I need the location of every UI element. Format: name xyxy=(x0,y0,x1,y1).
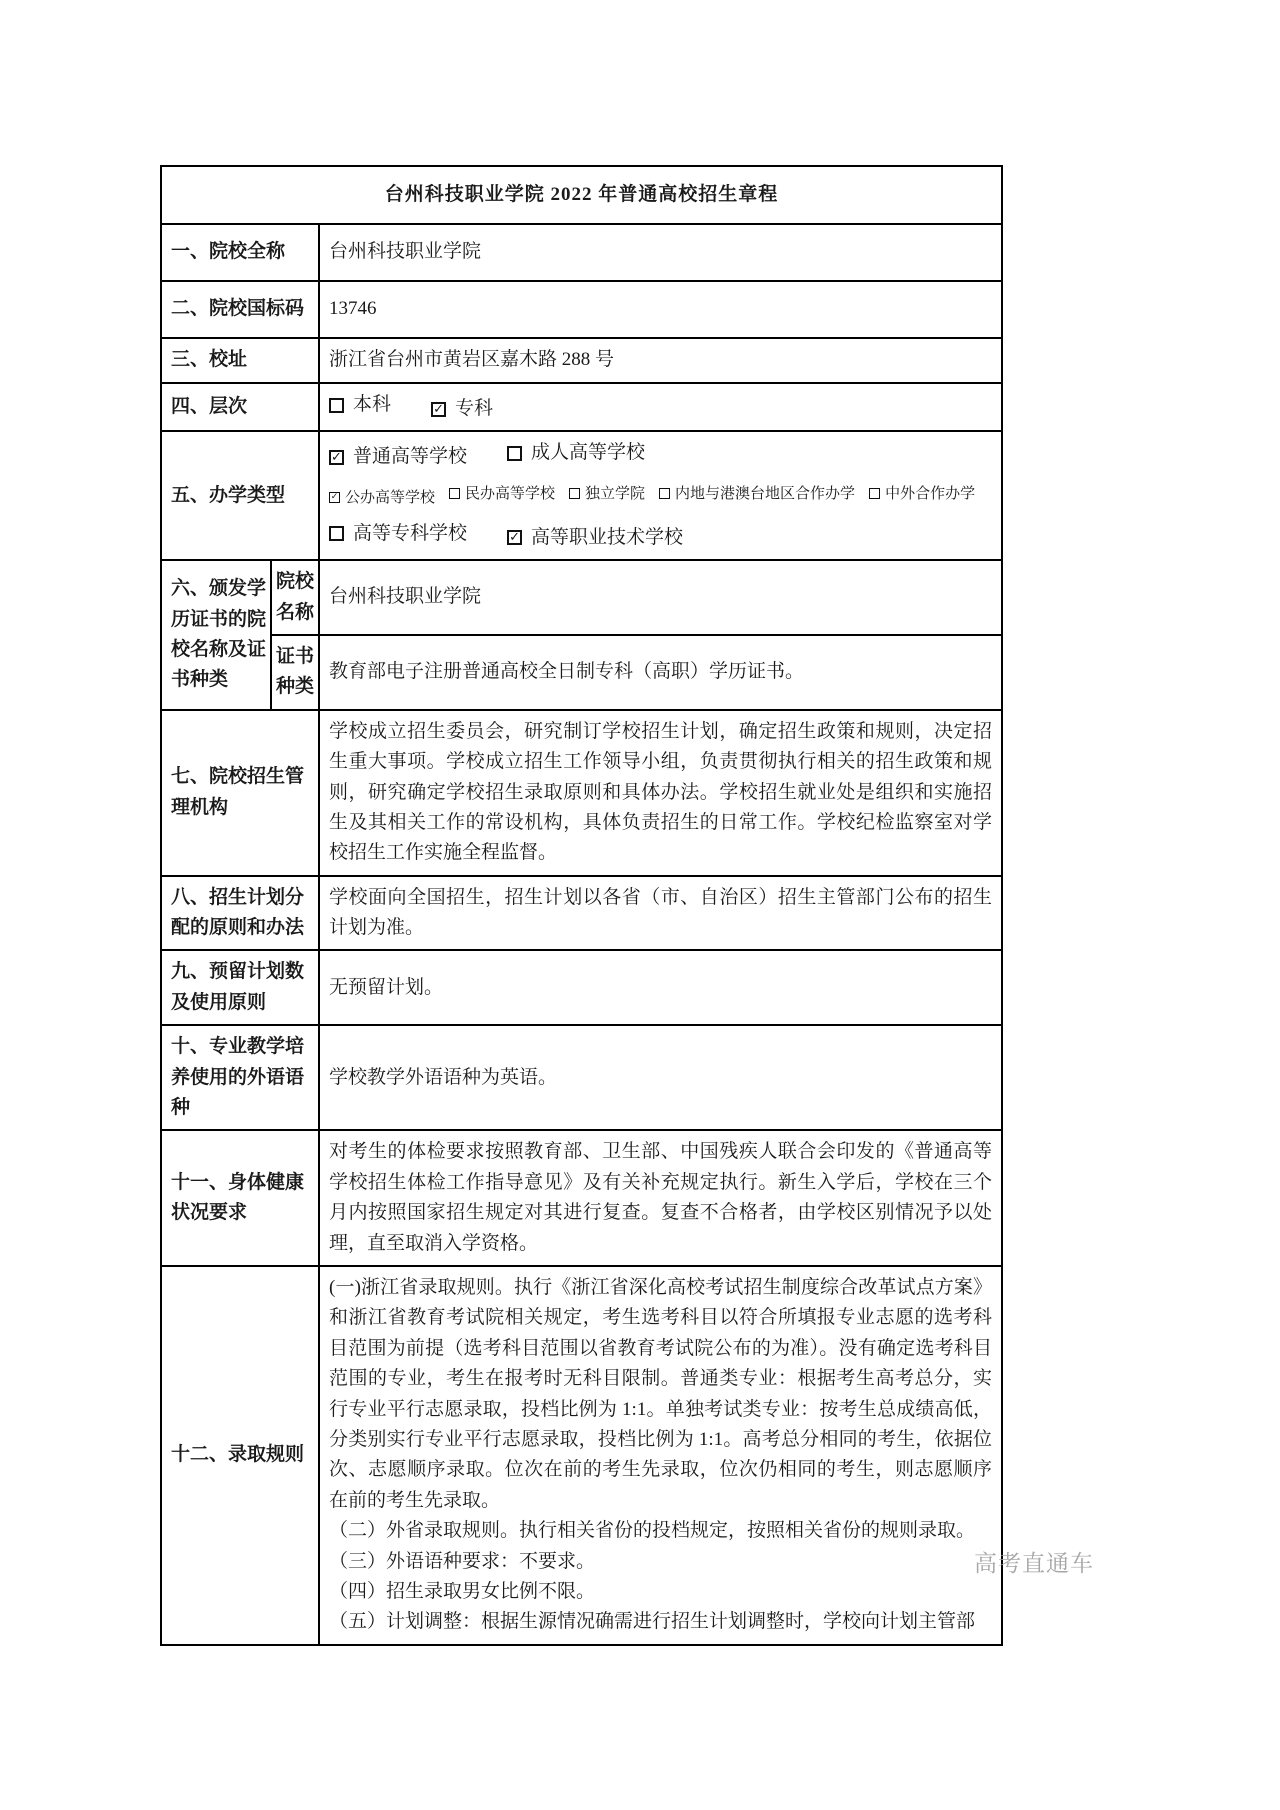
checkbox-option-checked xyxy=(329,442,467,472)
row-label: 九、预留计划数及使用原则 xyxy=(161,950,319,1025)
admission-rule-paragraph: （五）计划调整：根据生源情况确需进行招生计划调整时，学校向计划主管部 xyxy=(329,1611,976,1633)
row-value xyxy=(319,383,1002,431)
checkbox-option-unchecked xyxy=(507,438,645,468)
unchecked-checkbox-icon xyxy=(329,398,344,413)
row-value: 13746 xyxy=(319,281,1002,338)
title-row xyxy=(161,166,1002,224)
row-level xyxy=(161,383,1002,431)
unchecked-checkbox-icon xyxy=(869,488,880,499)
checkbox-label: 民办高等学校 xyxy=(465,485,556,502)
row-value: 无预留计划。 xyxy=(319,950,1002,1025)
checkbox-label: 本科 xyxy=(353,394,392,415)
checkbox-label: 专科 xyxy=(455,398,494,419)
row-school-type xyxy=(161,431,1002,560)
row-value xyxy=(319,431,1002,560)
row-label: 一、院校全称 xyxy=(161,224,319,281)
checkbox-label: 公办高等学校 xyxy=(345,489,436,506)
row-foreign-language xyxy=(161,1025,1002,1130)
unchecked-checkbox-icon xyxy=(507,446,522,461)
row-reserved-plan xyxy=(161,950,1002,1025)
checkbox-label: 成人高等学校 xyxy=(531,442,646,464)
admission-rule-paragraph: (一)浙江省录取规则。执行《浙江省深化高校考试招生制度综合改革试点方案》和浙江省教育考试院相关规定，考生选考科目以符合所填报专业志愿的选考科目范围为前提（选考科目范围以省教育考试院公布的为准）。没有确定选考科目范围的专业，考生在报考时无科目限制。普通类专业：根据考生高考总分，实行专业平行志愿录取，投档比例为 1:1。单独考试类专业：按考生总成绩高低，分类别实行专业平行志愿录取，投档比例为 1:1。高考总分相同的考生，依据位次、志愿顺序录取。位次在前的考生先录取，位次仍相同的考生，则志愿顺序在前的考生先录取。 xyxy=(329,1276,993,1511)
checkbox-label: 高等职业技术学校 xyxy=(531,526,684,548)
row-label: 四、层次 xyxy=(161,383,319,431)
row-label: 八、招生计划分配的原则和办法 xyxy=(161,876,319,951)
unchecked-checkbox-icon xyxy=(569,488,580,499)
row-admin-org xyxy=(161,710,1002,876)
checkbox-option-checked xyxy=(507,523,683,553)
checked-checkbox-icon: ✓ xyxy=(330,492,339,503)
checkbox-label: 独立学院 xyxy=(585,485,646,502)
row-label: 三、校址 xyxy=(161,338,319,383)
row-value: 学校成立招生委员会，研究制订学校招生计划，确定招生政策和规则，决定招生重大事项。学校成立招生工作领导小组，负责贯彻执行相关的招生政策和规则，研究确定学校招生录取原则和具体办法。学校招生就业处是组织和实施招生及其相关工作的常设机构，具体负责招生的日常工作。学校纪检监察室对学校招生工作实施全程监督。 xyxy=(319,710,1002,876)
checkbox-label: 普通高等学校 xyxy=(353,446,468,468)
row-value: 台州科技职业学院 xyxy=(319,224,1002,281)
checkbox-group-school-type-3 xyxy=(329,519,992,553)
checkbox-option-unchecked xyxy=(329,390,391,420)
row-certificate-type xyxy=(161,635,1002,710)
row-value xyxy=(319,1266,1002,1645)
checked-checkbox-icon: ✓ xyxy=(329,450,344,465)
admission-charter-table xyxy=(160,165,1003,1646)
admission-rule-paragraph: （二）外省录取规则。执行相关省份的投档规定，按照相关省份的规则录取。 xyxy=(329,1520,976,1542)
row-plan-distribution xyxy=(161,876,1002,951)
row-value: 学校教学外语语种为英语。 xyxy=(319,1025,1002,1130)
admission-rule-paragraph: （三）外语语种要求：不要求。 xyxy=(329,1550,596,1572)
checkbox-label: 中外合作办学 xyxy=(885,485,976,502)
row-full-name xyxy=(161,224,1002,281)
row-label: 六、颁发学历证书的院校名称及证书种类 xyxy=(161,560,271,710)
row-label: 十一、身体健康状况要求 xyxy=(161,1130,319,1266)
checkbox-group-level xyxy=(329,390,992,424)
sub-row-label: 证书种类 xyxy=(271,635,319,710)
row-value: 浙江省台州市黄岩区嘉木路 288 号 xyxy=(319,338,1002,383)
checkbox-option-checked xyxy=(431,394,493,424)
checkbox-label: 高等专科学校 xyxy=(353,522,468,544)
checkbox-option-unchecked xyxy=(659,482,855,506)
row-label: 七、院校招生管理机构 xyxy=(161,710,319,876)
row-label: 十、专业教学培养使用的外语语种 xyxy=(161,1025,319,1130)
unchecked-checkbox-icon xyxy=(659,488,670,499)
checkbox-option-unchecked xyxy=(329,519,467,549)
page-title: 台州科技职业学院 2022 年普通高校招生章程 xyxy=(161,166,1002,224)
checked-checkbox-icon: ✓ xyxy=(507,530,522,545)
row-label: 十二、录取规则 xyxy=(161,1266,319,1645)
row-national-code xyxy=(161,281,1002,338)
checkbox-group-school-type-2 xyxy=(329,482,992,510)
row-health xyxy=(161,1130,1002,1266)
sub-row-value: 教育部电子注册普通高校全日制专科（高职）学历证书。 xyxy=(319,635,1002,710)
checkbox-option-unchecked xyxy=(569,482,645,506)
unchecked-checkbox-icon xyxy=(329,526,344,541)
checked-checkbox-icon: ✓ xyxy=(431,402,446,417)
row-label: 二、院校国标码 xyxy=(161,281,319,338)
row-value: 对考生的体检要求按照教育部、卫生部、中国残疾人联合会印发的《普通高等学校招生体检工作指导意见》及有关补充规定执行。新生入学后，学校在三个月内按照国家招生规定对其进行复查。复查不合格者，由学校区别情况予以处理，直至取消入学资格。 xyxy=(319,1130,1002,1266)
checkbox-group-school-type-1 xyxy=(329,438,992,472)
checkbox-label: 内地与港澳台地区合作办学 xyxy=(675,485,856,502)
sub-row-value: 台州科技职业学院 xyxy=(319,560,1002,635)
row-value: 学校面向全国招生，招生计划以各省（市、自治区）招生主管部门公布的招生计划为准。 xyxy=(319,876,1002,951)
row-certificate-school-name xyxy=(161,560,1002,635)
checkbox-option-checked xyxy=(329,486,435,510)
checkbox-option-unchecked xyxy=(869,482,975,506)
unchecked-checkbox-icon xyxy=(449,488,460,499)
admission-rule-paragraph: （四）招生录取男女比例不限。 xyxy=(329,1580,596,1602)
row-admission-rules xyxy=(161,1266,1002,1645)
sub-row-label: 院校名称 xyxy=(271,560,319,635)
checkbox-option-unchecked xyxy=(449,482,555,506)
watermark: 高考直通车 xyxy=(974,1550,1094,1576)
row-label: 五、办学类型 xyxy=(161,431,319,560)
row-address xyxy=(161,338,1002,383)
